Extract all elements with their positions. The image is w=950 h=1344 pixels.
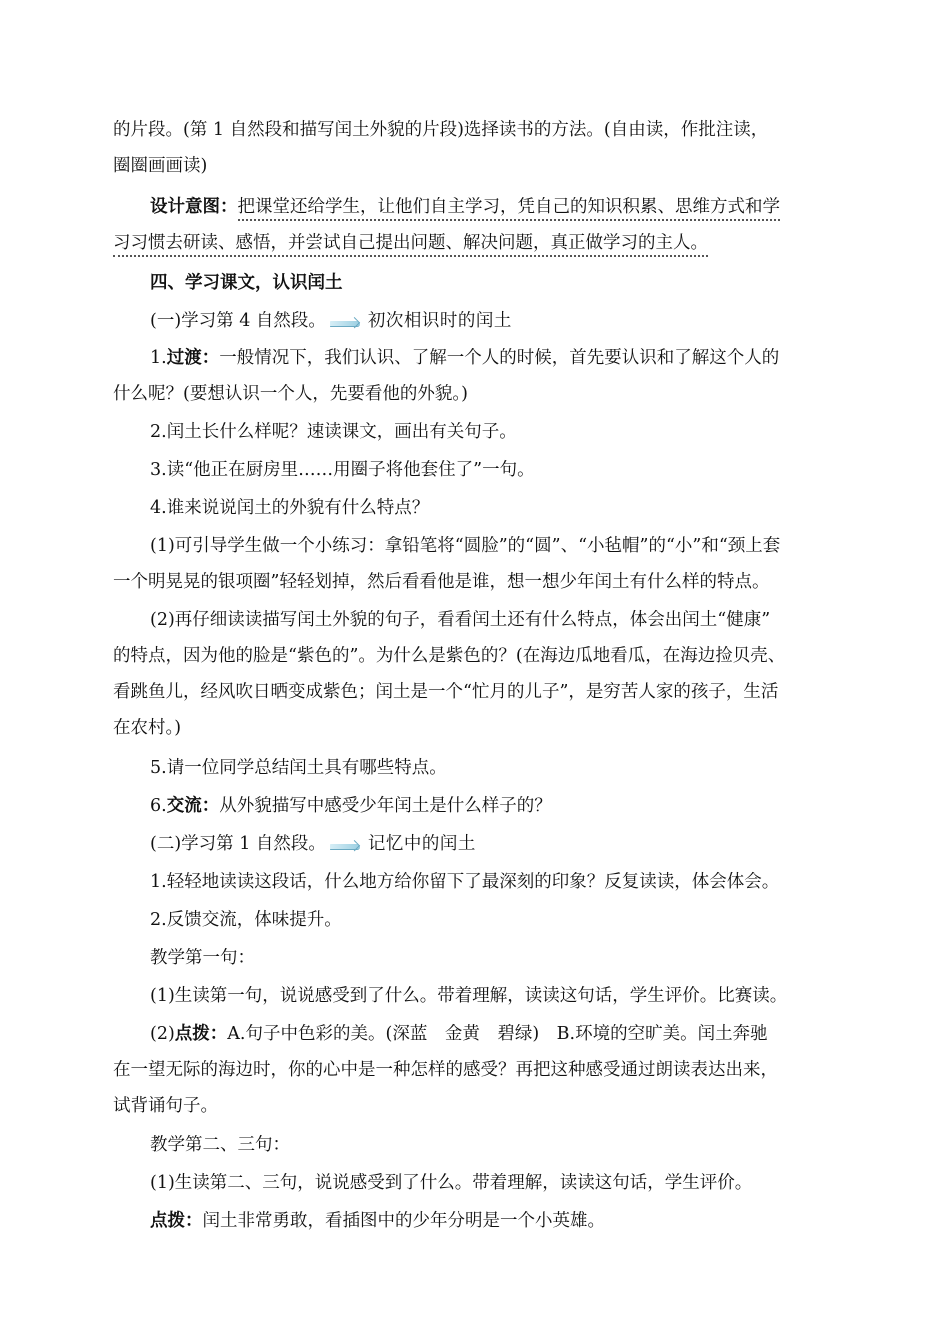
pencil-marker-icon xyxy=(330,841,362,849)
text-line: 2.闰土长什么样呢？速读课文，画出有关句子。 xyxy=(150,422,517,442)
text-line: (2)点拨：A.句子中色彩的美。(深蓝 金黄 碧绿) B.环境的空旷美。闰土奔驰 xyxy=(150,1024,768,1044)
hint-label: 点拨： xyxy=(174,1024,228,1044)
text-line: 1.轻轻地读读这段话，什么地方给你留下了最深刻的印象？反复读读，体会体会。 xyxy=(150,872,780,892)
text-line: 什么呢？(要想认识一个人，先要看他的外貌。) xyxy=(113,384,468,404)
text-line: (2)再仔细读读描写闰土外貌的句子，看看闰土还有什么特点，体会出闰土“健康” xyxy=(150,610,771,630)
design-intent-text: 把课堂还给学生，让他们自主学习，凭自己的知识积累、思维方式和学 xyxy=(238,197,781,221)
text-line: (1)生读第一句，说说感受到了什么。带着理解，读读这句话，学生评价。比赛读。 xyxy=(150,986,788,1006)
design-intent xyxy=(150,189,840,225)
exchange-label: 交流： xyxy=(166,796,220,816)
design-intent-label: 设计意图： xyxy=(150,197,238,217)
text-line: 5.请一位同学总结闰土具有哪些特点。 xyxy=(150,758,447,778)
pencil-marker-icon xyxy=(330,318,362,326)
text-line: 试背诵句子。 xyxy=(113,1096,218,1116)
text-line: 的特点，因为他的脸是“紫色的”。为什么是紫色的？(在海边瓜地看瓜，在海边捡贝壳、 xyxy=(113,646,786,666)
text-line: 6.交流：从外貌描写中感受少年闰土是什么样子的？ xyxy=(150,796,552,816)
text-line: 在农村。) xyxy=(113,718,182,738)
text-line: 在一望无际的海边时，你的心中是一种怎样的感受？再把这种感受通过朗读表达出来， xyxy=(113,1060,778,1080)
text-line: 教学第一句： xyxy=(150,948,255,968)
subsection-heading: (二)学习第 1 自然段。 记忆中的闰土 xyxy=(150,834,476,854)
text-line: 教学第二、三句： xyxy=(150,1135,290,1155)
text-line: 2.反馈交流，体味提升。 xyxy=(150,910,342,930)
text-line: 点拨：闰土非常勇敢，看插图中的少年分明是一个小英雄。 xyxy=(150,1211,605,1231)
text-line: 4.谁来说说闰土的外貌有什么特点？ xyxy=(150,498,430,518)
hint-label: 点拨： xyxy=(150,1211,203,1231)
subsection-heading: (一)学习第 4 自然段。 初次相识时的闰土 xyxy=(150,311,512,331)
transition-label: 过渡： xyxy=(166,348,220,368)
text-line: 1.过渡：一般情况下，我们认识、了解一个人的时候，首先要认识和了解这个人的 xyxy=(150,348,780,368)
section-heading: 四、学习课文，认识闰土 xyxy=(150,273,343,293)
text-line: 3.读“他正在厨房里……用圈子将他套住了”一句。 xyxy=(150,460,535,480)
text-line: (1)可引导学生做一个小练习：拿铅笔将“圆脸”的“圆”、“小毡帽”的“小”和“颈上套 xyxy=(150,536,781,556)
text-line: 的片段。(第 1 自然段和描写闰土外貌的片段)选择读书的方法。(自由读，作批注读， xyxy=(113,120,769,140)
subsection-note: 记忆中的闰土 xyxy=(367,834,476,854)
text-line: 看跳鱼儿，经风吹日晒变成紫色；闰土是一个“忙月的儿子”，是穷苦人家的孩子，生活 xyxy=(113,682,779,702)
subsection-note: 初次相识时的闰土 xyxy=(367,311,512,331)
text-line: 圈圈画画读) xyxy=(113,156,208,176)
text-line: 一个明晃晃的银项圈”轻轻划掉，然后看看他是谁，想一想少年闰土有什么样的特点。 xyxy=(113,572,770,592)
design-intent-cont: 习习惯去研读、感悟，并尝试自己提出问题、解决问题，真正做学习的主人。 xyxy=(113,225,843,261)
text-line: (1)生读第二、三句，说说感受到了什么。带着理解，读读这句话，学生评价。 xyxy=(150,1173,753,1193)
